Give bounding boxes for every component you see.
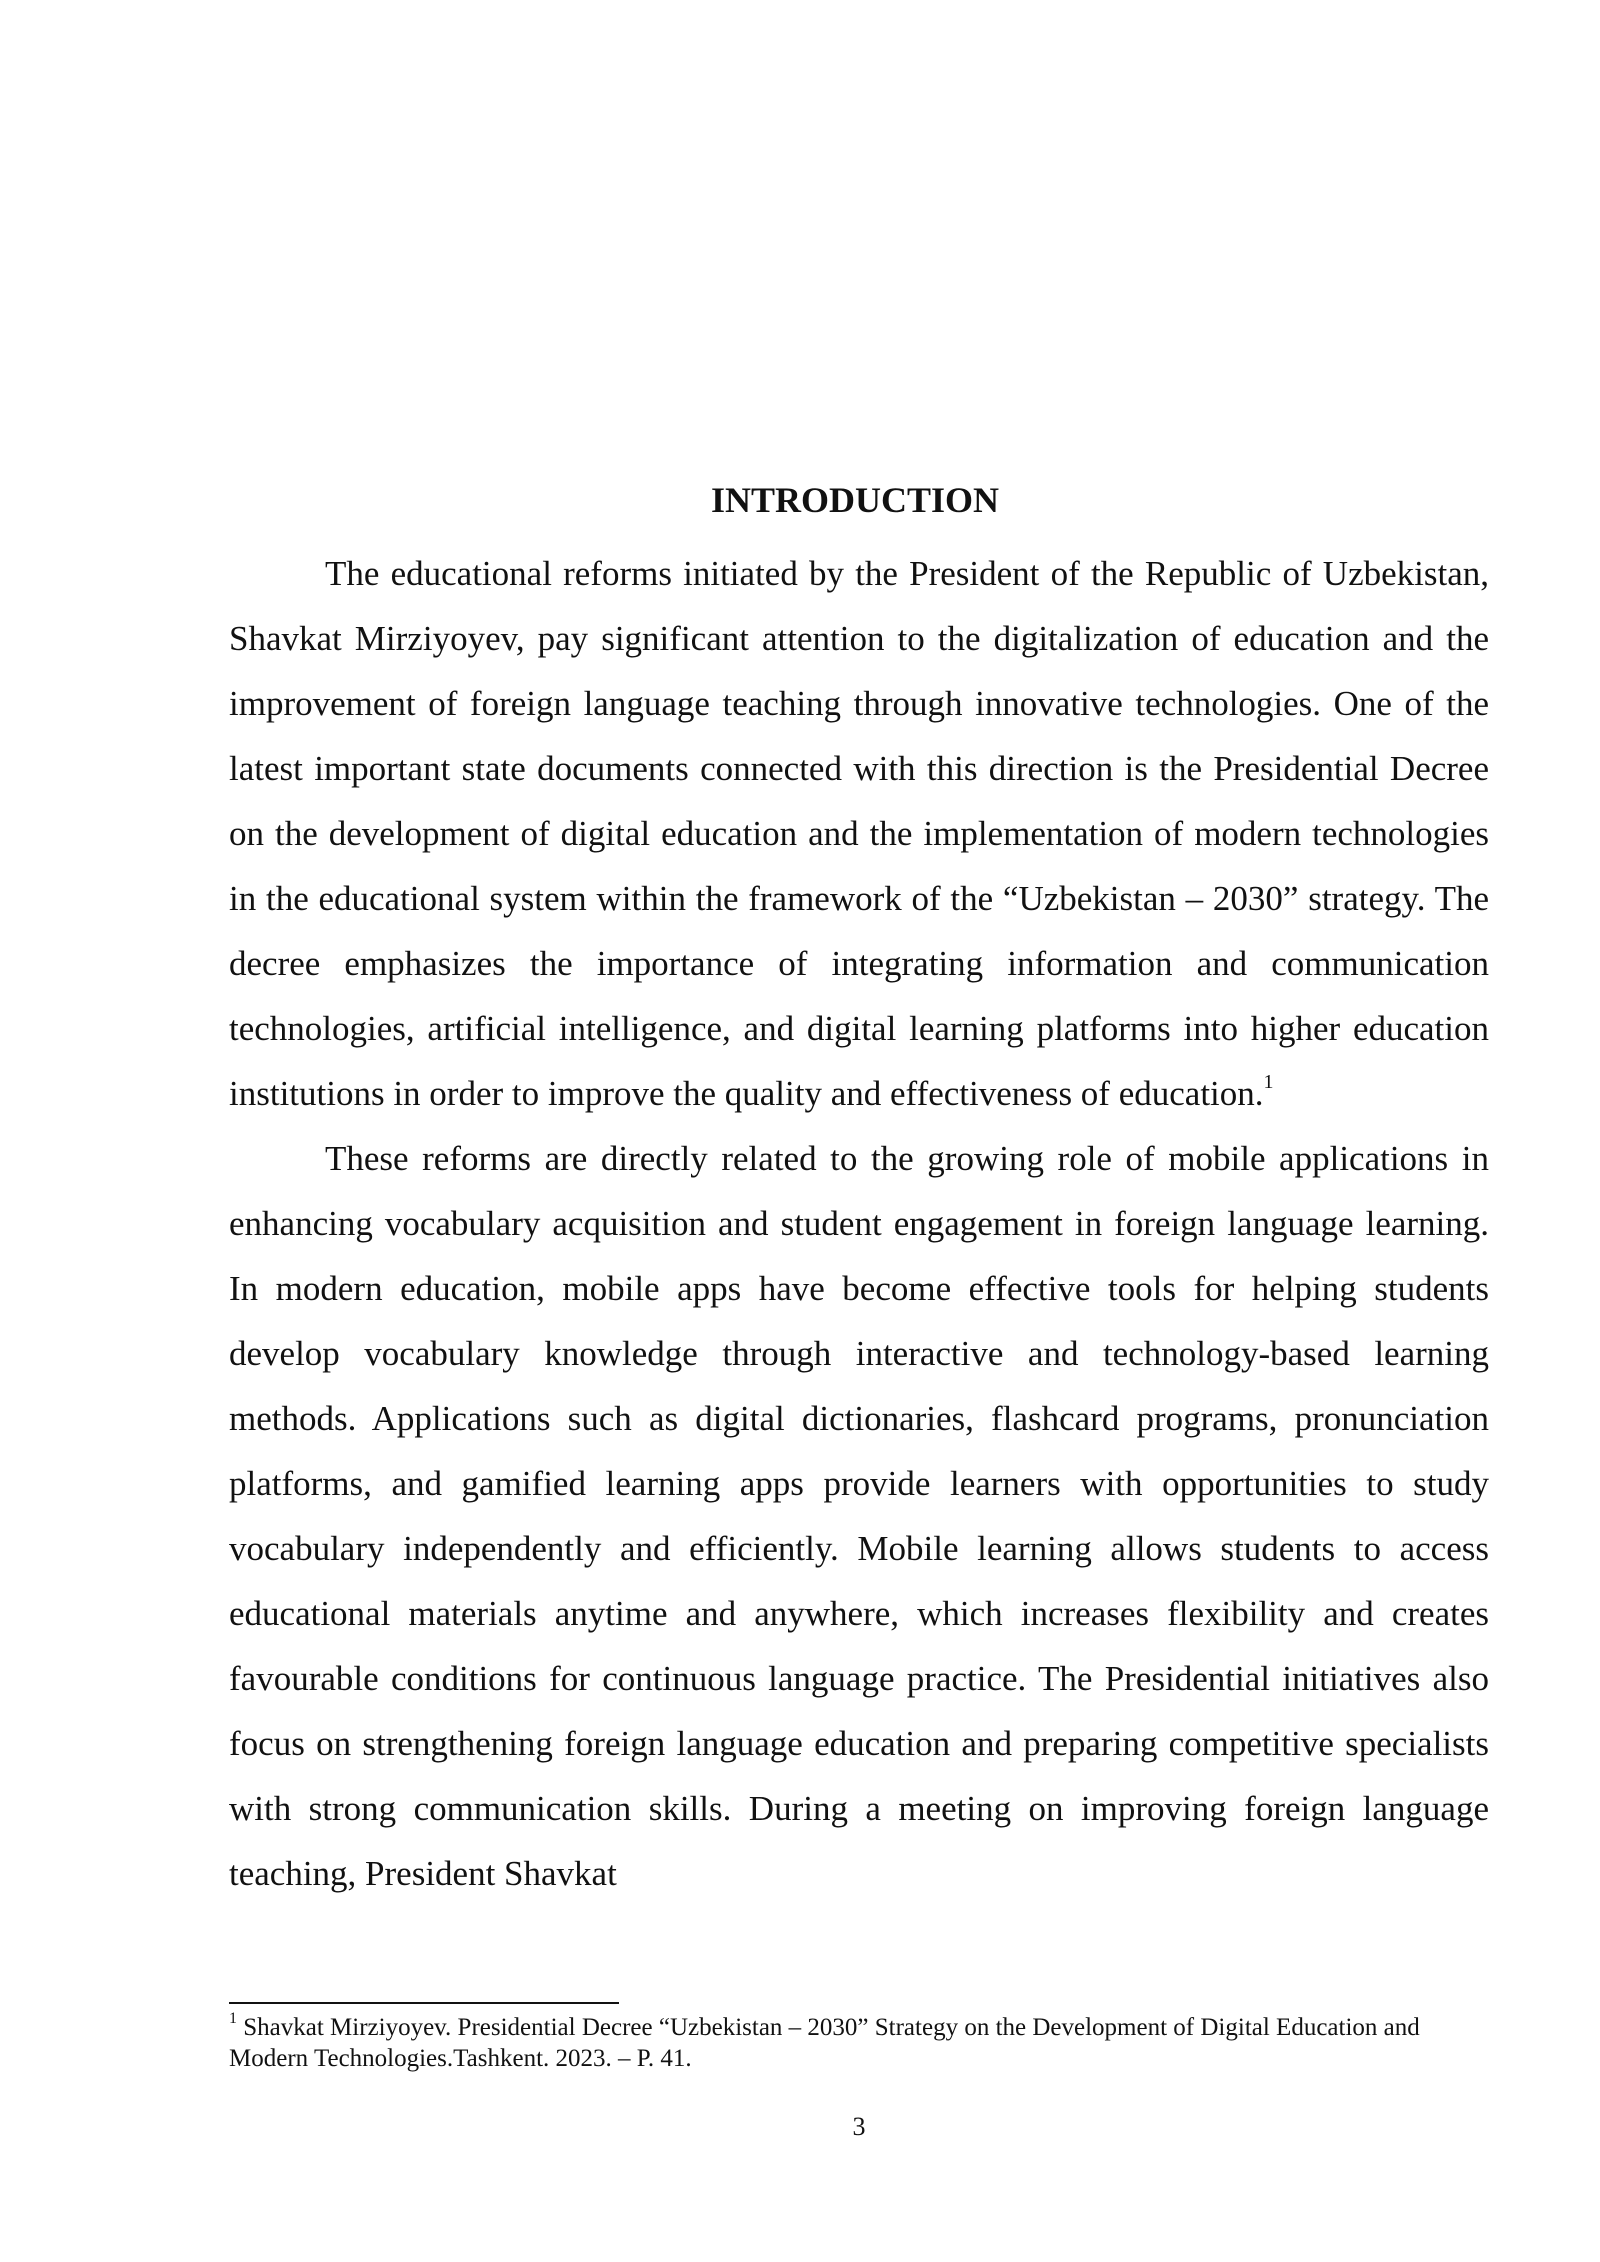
page-number: 3 xyxy=(852,2112,866,2141)
paragraph-2-text: These reforms are directly related to the growing role of mobile applications in enhancing vocabulary acquisition and student engagement in foreign language learning. In modern education, mobile apps have become effective tools for helping students develop vocabulary knowledge through interactive and technology-based learning methods. Applications such as digital dictionaries, flashcard programs, pronunciation platforms, and gamified learning apps provide learners with opportunities to study vocabulary independently and efficiently. Mobile learning allows students to access educational materials anytime and anywhere, which increases flexibility and creates favourable conditions for continuous language practice. The Presidential initiatives also focus on strengthening foreign language education and preparing competitive specialists with strong communication skills. During a meeting on improving foreign language teaching, President Shavkat xyxy=(229,1139,1489,1893)
body-text xyxy=(229,541,1489,1906)
footnote-text: Shavkat Mirziyoyev. Presidential Decree “Uzbekistan – 2030” Strategy on the Development of Digital Education and Modern Technologies.Tashkent. 2023. – P. 41. xyxy=(229,2014,1420,2072)
footnote-separator xyxy=(229,2002,619,2004)
paragraph-1 xyxy=(229,541,1489,1126)
footnote xyxy=(229,2009,1489,2074)
paragraph-2 xyxy=(229,1126,1489,1906)
footnote-marker: 1 xyxy=(229,2009,237,2027)
section-heading: INTRODUCTION xyxy=(710,480,1000,520)
paragraph-1-text: The educational reforms initiated by the President of the Republic of Uzbekistan, Shavkat Mirziyoyev, pay significant attention to the digitalization of education and the improvement of foreign language teaching through innovative technologies. One of the latest important state documents connected with this direction is the Presidential Decree on the development of digital education and the implementation of modern technologies in the educational system within the framework of the “Uzbekistan – 2030” strategy. The decree emphasizes the importance of integrating information and communication technologies, artificial intelligence, and digital learning platforms into higher education institutions in order to improve the quality and effectiveness of education. xyxy=(229,554,1489,1113)
footnote-reference: 1 xyxy=(1263,1071,1274,1094)
